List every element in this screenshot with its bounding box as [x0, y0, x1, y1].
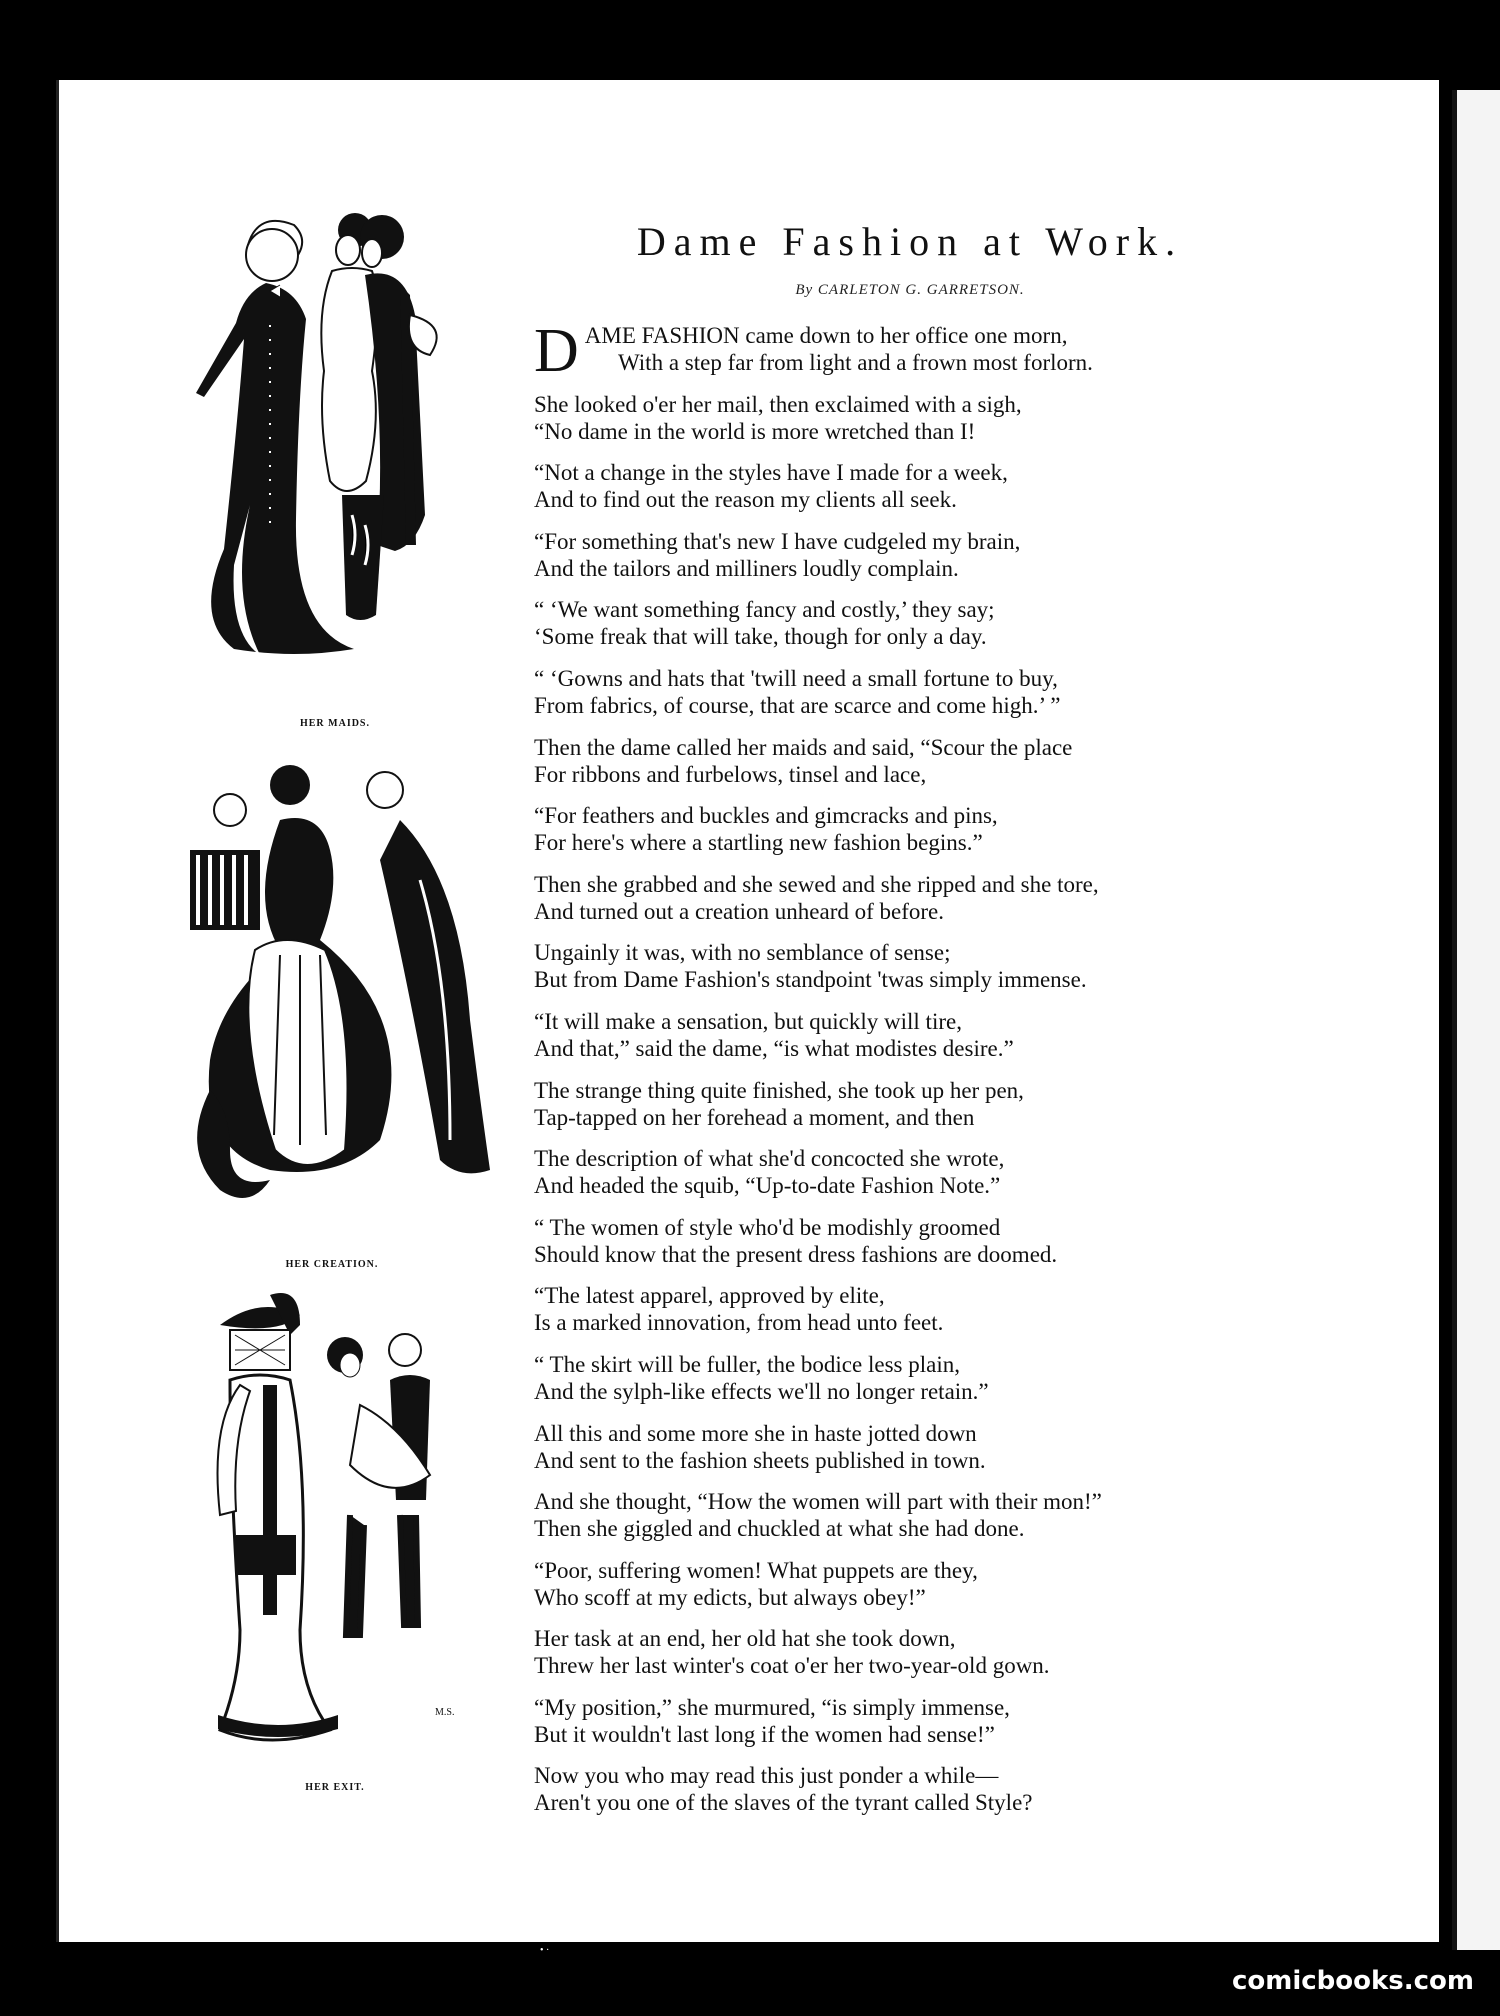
poem-line: “My position,” she murmured, “is simply immense, [534, 1694, 1010, 1720]
poem-line: But from Dame Fashion's standpoint 'twas simply immense. [534, 967, 1087, 993]
stanza [534, 1145, 1294, 1199]
stanza [534, 802, 1294, 856]
poem-line: The strange thing quite finished, she took up her pen, [534, 1077, 1024, 1103]
poem-line: “ ‘Gowns and hats that 'twill need a small fortune to buy, [534, 665, 1058, 691]
drop-cap: D [534, 317, 579, 385]
poem-line: And headed the squib, “Up-to-date Fashion Note.” [534, 1173, 1001, 1199]
poem-line: Is a marked innovation, from head unto feet. [534, 1310, 944, 1336]
poem-line: And that,” said the dame, “is what modistes desire.” [534, 1035, 1014, 1061]
scan-specks: • · [540, 1945, 550, 1956]
her-maids-illustration [160, 205, 500, 715]
poem-line: She looked o'er her mail, then exclaimed with a sigh, [534, 391, 1022, 417]
poem-line: Who scoff at my edicts, but always obey!” [534, 1584, 926, 1610]
poem-line: Her task at an end, her old hat she took down, [534, 1626, 956, 1652]
poem-line: “Not a change in the styles have I made for a week, [534, 460, 1008, 486]
artist-mark: M.S. [435, 1707, 455, 1718]
caption-her-creation: HER CREATION. [285, 1259, 379, 1270]
caption-her-exit: HER EXIT. [305, 1782, 365, 1793]
poem-line: Then she giggled and chuckled at what she had done. [534, 1516, 1025, 1542]
her-creation-illustration [170, 760, 500, 1260]
poem-line: “ The women of style who'd be modishly groomed [534, 1214, 1001, 1240]
stanza [534, 734, 1294, 788]
poem-line: “ ‘We want something fancy and costly,’ they say; [534, 597, 995, 623]
poem-line: “Poor, suffering women! What puppets are they, [534, 1557, 978, 1583]
poem-line: And turned out a creation unheard of before. [534, 898, 945, 924]
next-page-edge [1452, 90, 1500, 1950]
poem-line: ‘Some freak that will take, though for only a day. [534, 624, 987, 650]
poem-line: “For feathers and buckles and gimcracks and pins, [534, 803, 998, 829]
poem-line: From fabrics, of course, that are scarce and come high.’ ” [534, 692, 1061, 718]
poem-line: Now you who may read this just ponder a while— [534, 1763, 999, 1789]
stanza [534, 1214, 1294, 1268]
poem-line: With a step far from light and a frown most forlorn. [618, 350, 1093, 375]
poem-line: And the sylph-like effects we'll no longer retain.” [534, 1378, 989, 1404]
poem-line: “No dame in the world is more wretched than I! [534, 418, 976, 444]
poem-line: Threw her last winter's coat o'er her two-year-old gown. [534, 1653, 1050, 1679]
caption-her-maids: HER MAIDS. [299, 718, 370, 729]
stanza [534, 317, 1294, 385]
byline: By CARLETON G. GARRETSON. [795, 282, 1025, 298]
stanza [534, 528, 1294, 582]
stanza-list [534, 391, 1294, 1817]
her-exit-illustration [200, 1285, 500, 1775]
stanza [534, 1762, 1294, 1816]
stanza [534, 1282, 1294, 1336]
stanza [534, 1488, 1294, 1542]
gown-figure [190, 765, 490, 1198]
poem-line: Then the dame called her maids and said, “Scour the place [534, 734, 1073, 760]
poem-line: Then she grabbed and she sewed and she ripped and she tore, [534, 871, 1099, 897]
poem-line: The description of what she'd concocted she wrote, [534, 1146, 1005, 1172]
exit-figures [218, 1293, 431, 1740]
stanza [534, 871, 1294, 925]
stanza [534, 939, 1294, 993]
poem-line: For here's where a startling new fashion begins.” [534, 830, 983, 856]
poem-line: For ribbons and furbelows, tinsel and lace, [534, 761, 927, 787]
poem-line: But it wouldn't last long if the women had sense!” [534, 1721, 995, 1747]
poem-line: And sent to the fashion sheets published in town. [534, 1447, 986, 1473]
stanza [534, 391, 1294, 445]
poem-line: And to find out the reason my clients all seek. [534, 487, 957, 513]
page-title: Dame Fashion at Work. [636, 219, 1184, 264]
stanza [534, 596, 1294, 650]
poem-line: And the tailors and milliners loudly complain. [534, 555, 959, 581]
poem-line: Ungainly it was, with no semblance of sense; [534, 940, 951, 966]
poem-line: All this and some more she in haste jotted down [534, 1420, 977, 1446]
poem-line: Tap-tapped on her forehead a moment, and then [534, 1104, 975, 1130]
poem-line: “ The skirt will be fuller, the bodice less plain, [534, 1351, 960, 1377]
poem [534, 317, 1294, 1831]
stanza [534, 1420, 1294, 1474]
poem-line: “The latest apparel, approved by elite, [534, 1283, 885, 1309]
site-watermark[interactable]: comicbooks.com [1231, 1966, 1474, 1996]
poem-line: AME FASHION came down to her office one morn, [584, 323, 1068, 348]
stanza [534, 1694, 1294, 1748]
stanza [534, 1557, 1294, 1611]
poem-line: Should know that the present dress fashions are doomed. [534, 1241, 1058, 1267]
stanza [534, 459, 1294, 513]
maid-figures-right [321, 213, 436, 620]
stanza [534, 1077, 1294, 1131]
poem-line: And she thought, “How the women will part with their mon!” [534, 1489, 1102, 1515]
stanza [534, 1625, 1294, 1679]
stanza [534, 1351, 1294, 1405]
poem-line: “For something that's new I have cudgeled my brain, [534, 528, 1021, 554]
stanza [534, 665, 1294, 719]
poem-line: “It will make a sensation, but quickly will tire, [534, 1008, 962, 1034]
stanza [534, 1008, 1294, 1062]
poem-line: Aren't you one of the slaves of the tyrant called Style? [534, 1790, 1033, 1816]
